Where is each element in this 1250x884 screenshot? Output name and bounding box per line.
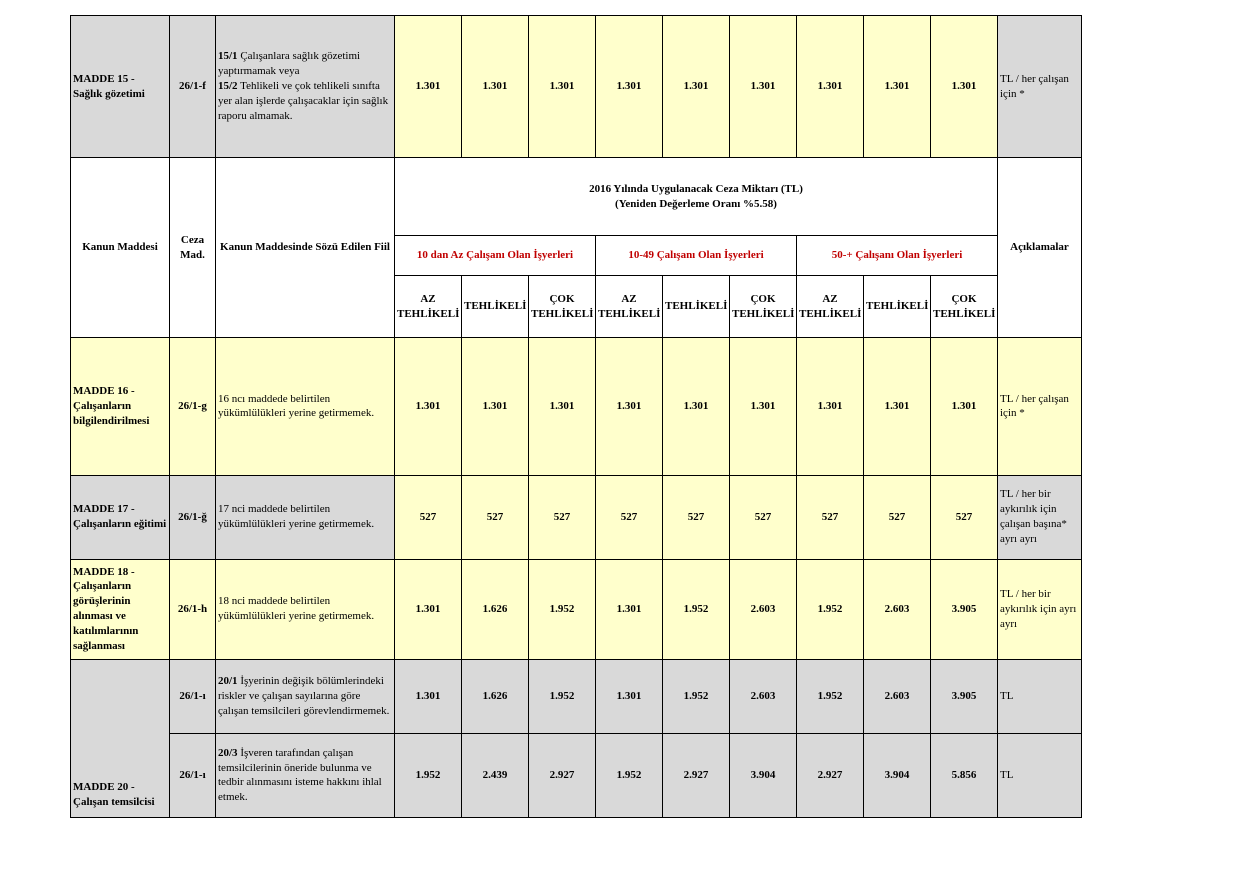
fine-cell: 527 bbox=[395, 475, 462, 559]
article-cell: MADDE 15 - Sağlık gözetimi bbox=[71, 16, 170, 158]
hazard-class-header: ÇOK TEHLİKELİ bbox=[529, 276, 596, 338]
fine-cell: 1.301 bbox=[395, 559, 462, 659]
fine-cell: 1.626 bbox=[462, 659, 529, 733]
table-row bbox=[71, 16, 1082, 158]
header-ceza-mad: Ceza Mad. bbox=[170, 158, 216, 338]
fine-cell: 527 bbox=[596, 475, 663, 559]
explanation-cell: TL bbox=[998, 733, 1082, 817]
fine-cell: 1.301 bbox=[931, 338, 998, 475]
article-cell: MADDE 20 - Çalışan temsilcisi bbox=[71, 659, 170, 817]
article-cell: MADDE 17 - Çalışanların eğitimi bbox=[71, 475, 170, 559]
fine-cell: 1.301 bbox=[931, 16, 998, 158]
fine-cell: 1.301 bbox=[596, 659, 663, 733]
hazard-class-header: ÇOK TEHLİKELİ bbox=[730, 276, 797, 338]
fine-cell: 527 bbox=[931, 475, 998, 559]
fine-cell: 527 bbox=[864, 475, 931, 559]
fine-cell: 3.905 bbox=[931, 659, 998, 733]
explanation-cell: TL / her bir aykırılık için çalışan başına* ayrı ayrı bbox=[998, 475, 1082, 559]
fine-cell: 527 bbox=[663, 475, 730, 559]
act-cell: 18 nci maddede belirtilen yükümlülükleri yerine getirmemek. bbox=[216, 559, 395, 659]
fine-cell: 5.856 bbox=[931, 733, 998, 817]
act-cell: 20/3 İşveren tarafından çalışan temsilcilerinin öneride bulunma ve tedbir alınmasını isteme hakkını ihlal etmek. bbox=[216, 733, 395, 817]
group-10-49: 10-49 Çalışanı Olan İşyerleri bbox=[596, 236, 797, 276]
article-cell: MADDE 16 - Çalışanların bilgilendirilmesi bbox=[71, 338, 170, 475]
explanation-cell: TL / her çalışan için * bbox=[998, 16, 1082, 158]
penalty-article-cell: 26/1-f bbox=[170, 16, 216, 158]
fine-cell: 1.952 bbox=[529, 659, 596, 733]
fine-cell: 2.603 bbox=[864, 559, 931, 659]
fine-cell: 2.603 bbox=[864, 659, 931, 733]
table-row bbox=[71, 659, 1082, 733]
fine-cell: 527 bbox=[797, 475, 864, 559]
explanation-cell: TL / her çalışan için * bbox=[998, 338, 1082, 475]
table-row bbox=[71, 733, 1082, 817]
group-50-plus: 50-+ Çalışanı Olan İşyerleri bbox=[797, 236, 998, 276]
fine-cell: 3.905 bbox=[931, 559, 998, 659]
fine-cell: 3.904 bbox=[730, 733, 797, 817]
fine-cell: 1.301 bbox=[529, 338, 596, 475]
fine-cell: 2.603 bbox=[730, 659, 797, 733]
fine-cell: 2.927 bbox=[663, 733, 730, 817]
fine-cell: 1.301 bbox=[529, 16, 596, 158]
penalty-article-cell: 26/1-g bbox=[170, 338, 216, 475]
fine-cell: 1.301 bbox=[395, 16, 462, 158]
header-kanun-maddesi: Kanun Maddesi bbox=[71, 158, 170, 338]
header-aciklamalar: Açıklamalar bbox=[998, 158, 1082, 338]
penalty-table bbox=[70, 15, 1082, 818]
penalty-article-cell: 26/1-h bbox=[170, 559, 216, 659]
fine-cell: 1.626 bbox=[462, 559, 529, 659]
fine-cell: 527 bbox=[730, 475, 797, 559]
fine-cell: 1.301 bbox=[395, 338, 462, 475]
fine-cell: 1.301 bbox=[395, 659, 462, 733]
fine-cell: 1.301 bbox=[864, 338, 931, 475]
hazard-class-header: AZ TEHLİKELİ bbox=[797, 276, 864, 338]
act-cell: 17 nci maddede belirtilen yükümlülükleri yerine getirmemek. bbox=[216, 475, 395, 559]
fine-cell: 1.952 bbox=[529, 559, 596, 659]
fine-cell: 3.904 bbox=[864, 733, 931, 817]
fine-cell: 1.301 bbox=[730, 338, 797, 475]
fine-cell: 527 bbox=[462, 475, 529, 559]
fine-cell: 1.952 bbox=[596, 733, 663, 817]
penalty-article-cell: 26/1-ı bbox=[170, 733, 216, 817]
fine-cell: 1.952 bbox=[663, 559, 730, 659]
table-row bbox=[71, 338, 1082, 475]
fine-cell: 1.301 bbox=[596, 338, 663, 475]
hazard-class-header: ÇOK TEHLİKELİ bbox=[931, 276, 998, 338]
fine-cell: 2.927 bbox=[797, 733, 864, 817]
table-row bbox=[71, 559, 1082, 659]
fine-cell: 527 bbox=[529, 475, 596, 559]
fine-cell: 1.301 bbox=[797, 16, 864, 158]
hazard-class-header: AZ TEHLİKELİ bbox=[596, 276, 663, 338]
act-cell: 16 ncı maddede belirtilen yükümlülükleri yerine getirmemek. bbox=[216, 338, 395, 475]
article-cell: MADDE 18 - Çalışanların görüşlerinin alınması ve katılımlarının sağlanması bbox=[71, 559, 170, 659]
header-row bbox=[71, 158, 1082, 236]
fine-cell: 2.927 bbox=[529, 733, 596, 817]
fine-cell: 1.301 bbox=[730, 16, 797, 158]
fine-cell: 1.301 bbox=[663, 16, 730, 158]
penalty-article-cell: 26/1-ı bbox=[170, 659, 216, 733]
header-fiil: Kanun Maddesinde Sözü Edilen Fiil bbox=[216, 158, 395, 338]
fine-cell: 1.952 bbox=[797, 659, 864, 733]
explanation-cell: TL / her bir aykırılık için ayrı ayrı bbox=[998, 559, 1082, 659]
explanation-cell: TL bbox=[998, 659, 1082, 733]
fine-cell: 1.301 bbox=[596, 16, 663, 158]
fine-cell: 1.301 bbox=[864, 16, 931, 158]
act-cell: 20/1 İşyerinin değişik bölümlerindeki riskler ve çalışan sayılarına göre çalışan temsilcileri görevlendirmemek. bbox=[216, 659, 395, 733]
hazard-class-header: TEHLİKELİ bbox=[663, 276, 730, 338]
hazard-class-header: TEHLİKELİ bbox=[864, 276, 931, 338]
fine-cell: 1.301 bbox=[663, 338, 730, 475]
fine-cell: 1.952 bbox=[663, 659, 730, 733]
hazard-class-header: AZ TEHLİKELİ bbox=[395, 276, 462, 338]
fine-cell: 2.603 bbox=[730, 559, 797, 659]
penalty-article-cell: 26/1-ğ bbox=[170, 475, 216, 559]
group-under-10: 10 dan Az Çalışanı Olan İşyerleri bbox=[395, 236, 596, 276]
hazard-class-header: TEHLİKELİ bbox=[462, 276, 529, 338]
table-row bbox=[71, 475, 1082, 559]
act-cell: 15/1 Çalışanlara sağlık gözetimi yaptırmamak veya 15/2 Tehlikeli ve çok tehlikeli sınıfta yer alan işlerde çalışacaklar için sağlık raporu almamak. bbox=[216, 16, 395, 158]
fine-cell: 1.301 bbox=[462, 338, 529, 475]
fine-cell: 1.952 bbox=[797, 559, 864, 659]
fine-cell: 1.301 bbox=[797, 338, 864, 475]
fine-cell: 2.439 bbox=[462, 733, 529, 817]
header-title: 2016 Yılında Uygulanacak Ceza Miktarı (TL) (Yeniden Değerleme Oranı %5.58) bbox=[395, 158, 998, 236]
fine-cell: 1.952 bbox=[395, 733, 462, 817]
fine-cell: 1.301 bbox=[596, 559, 663, 659]
fine-cell: 1.301 bbox=[462, 16, 529, 158]
